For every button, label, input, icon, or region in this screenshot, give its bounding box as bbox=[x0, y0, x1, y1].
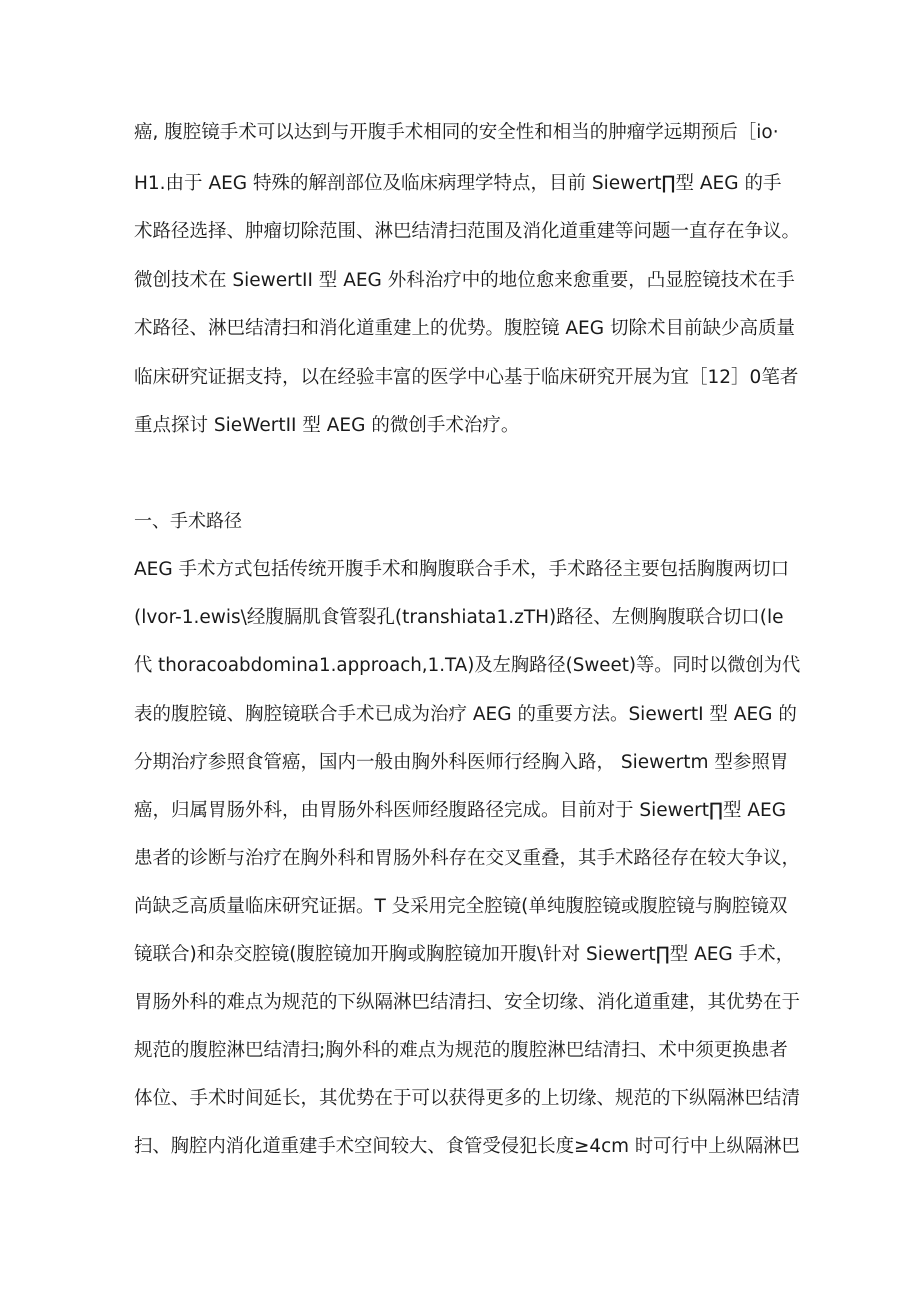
paragraph-line: 代 thoracoabdomina1.approach,1.TA)及左胸路径(Sweet)等。同时以微创为代 bbox=[134, 655, 801, 676]
paragraph-line: 微创技术在 SiewertII 型 AEG 外科治疗中的地位愈来愈重要，凸显腔镜技术在手 bbox=[134, 270, 795, 291]
paragraph-line: 术路径选择、肿瘤切除范围、淋巴结清扫范围及消化道重建等问题一直存在争议。 bbox=[134, 221, 801, 242]
section-heading: 一、手术路径 bbox=[134, 511, 242, 532]
paragraph-line: H1.由于 AEG 特殊的解剖部位及临床病理学特点，目前 Siewert∏型 AEG 的手 bbox=[134, 173, 782, 194]
paragraph-line: 镜联合)和杂交腔镜(腹腔镜加开胸或胸腔镜加开腹\针对 Siewert∏型 AEG 手术， bbox=[134, 944, 795, 965]
paragraph-line: 重点探讨 SieWertII 型 AEG 的微创手术治疗。 bbox=[134, 415, 520, 436]
paragraph-line: 分期治疗参照食管癌，国内一般由胸外科医师行经胸入路， Siewertm 型参照胃 bbox=[134, 752, 789, 773]
paragraph-line: 癌，归属胃肠外科，由胃肠外科医师经腹路径完成。目前对于 Siewert∏型 AEG bbox=[134, 800, 787, 821]
paragraph-line: 术路径、淋巴结清扫和消化道重建上的优势。腹腔镜 AEG 切除术目前缺少高质量 bbox=[134, 318, 795, 339]
paragraph-line: AEG 手术方式包括传统开腹手术和胸腹联合手术，手术路径主要包括胸腹两切口 bbox=[134, 559, 790, 580]
paragraph-line: 表的腹腔镜、胸腔镜联合手术已成为治疗 AEG 的重要方法。SiewertI 型 AEG 的 bbox=[134, 704, 797, 725]
paragraph-line: 规范的腹腔淋巴结清扫;胸外科的难点为规范的腹腔淋巴结清扫、术中须更换患者 bbox=[134, 1040, 788, 1061]
paragraph-line: 尚缺乏高质量临床研究证据。T 殳采用完全腔镜(单纯腹腔镜或腹腔镜与胸腔镜双 bbox=[134, 896, 788, 917]
paragraph-line: 患者的诊断与治疗在胸外科和胃肠外科存在交叉重叠，其手术路径存在较大争议， bbox=[134, 848, 801, 869]
paragraph-line: 胃肠外科的难点为规范的下纵隔淋巴结清扫、安全切缘、消化道重建，其优势在于 bbox=[134, 992, 801, 1013]
paragraph-line: 扫、胸腔内消化道重建手术空间较大、食管受侵犯长度≥4cm 时可行中上纵隔淋巴 bbox=[134, 1136, 800, 1157]
paragraph-line: 体位、手术时间延长，其优势在于可以获得更多的上切缘、规范的下纵隔淋巴结清 bbox=[134, 1088, 801, 1109]
paragraph-line: 临床研究证据支持，以在经验丰富的医学中心基于临床研究开展为宜［12］0笔者 bbox=[134, 367, 799, 388]
paragraph-line: (lvor-1.ewis\经腹膈肌食管裂孔(transhiata1.zTH)路径、左侧胸腹联合切口(le bbox=[134, 607, 784, 628]
paragraph-line: 癌, 腹腔镜手术可以达到与开腹手术相同的安全性和相当的肿瘤学远期预后［io· bbox=[134, 122, 779, 143]
